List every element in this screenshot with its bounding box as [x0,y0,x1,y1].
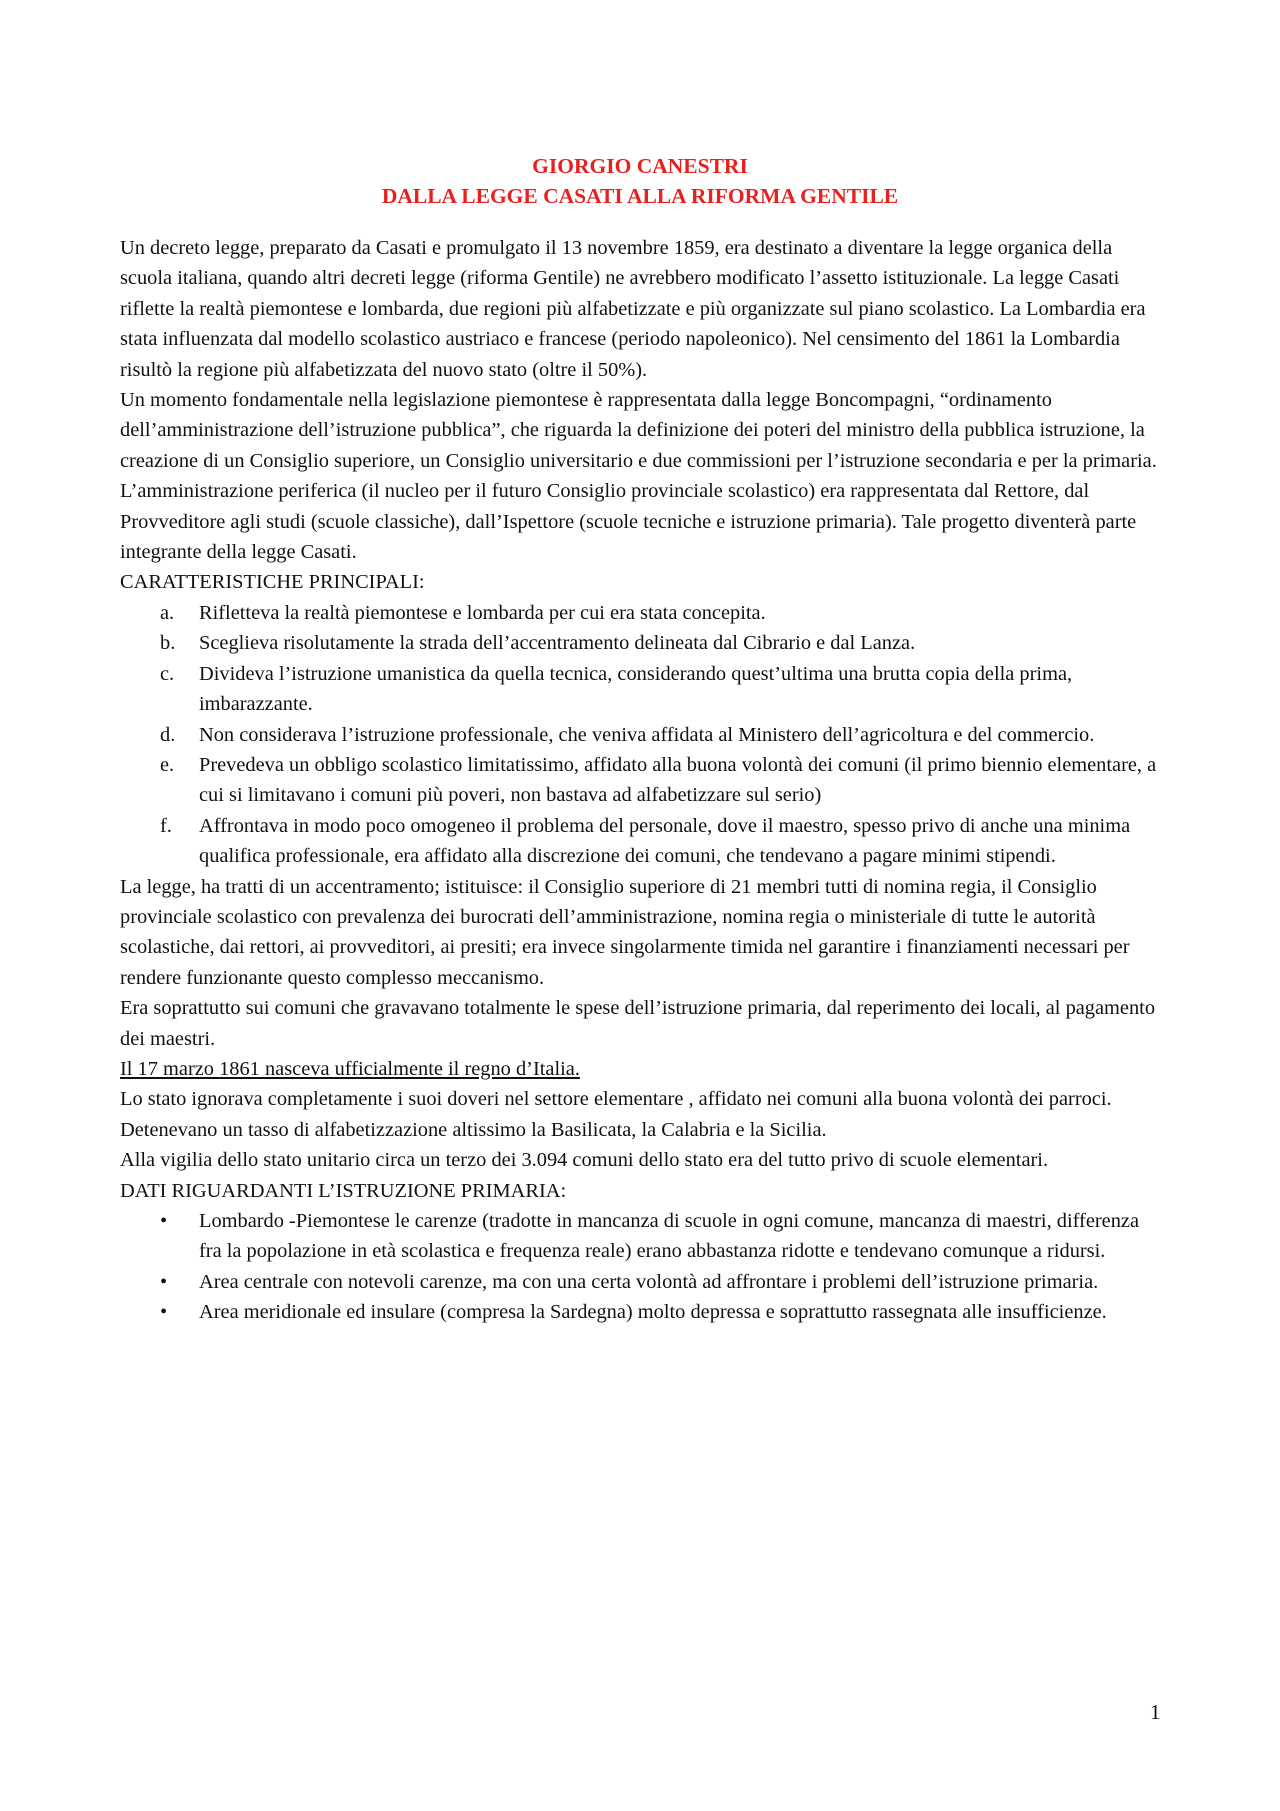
list-item-text: Prevedeva un obbligo scolastico limitatissimo, affidato alla buona volontà dei comuni (il primo biennio elementare, a cui si limitavano i comuni più poveri, non bastava ad alfabetizzare sul serio) [199,753,1157,807]
characteristics-heading: CARATTERISTICHE PRINCIPALI: [120,571,425,594]
document-title: DALLA LEGGE CASATI ALLA RIFORMA GENTILE [381,184,899,208]
list-item-text: Area centrale con notevoli carenze, ma con una certa volontà ad affrontare i problemi dell’istruzione primaria. [199,1270,1099,1293]
title-block [0,151,1280,211]
list-item-text: Non considerava l’istruzione professionale, che veniva affidata al Ministero dell’agricoltura e del commercio. [199,723,1095,746]
list-marker: a. [160,601,175,624]
list-marker: f. [160,814,172,837]
primary-heading: DATI RIGUARDANTI L’ISTRUZIONE PRIMARIA: [120,1179,567,1202]
list-item [120,750,1165,811]
paragraph-comuni: Era soprattutto sui comuni che gravavano totalmente le spese dell’istruzione primaria, dal reperimento dei locali, al pagamento dei maestri. [120,997,1156,1050]
characteristics-list [120,598,1165,872]
list-item [120,1267,1165,1297]
list-item-text: Divideva l’istruzione umanistica da quella tecnica, considerando quest’ultima una brutta copia della prima, imbarazzante. [199,662,1073,716]
paragraph-regno-italia: Il 17 marzo 1861 nasceva ufficialmente il regno d’Italia. [120,1057,580,1080]
list-item-text: Rifletteva la realtà piemontese e lombarda per cui era stata concepita. [199,601,766,624]
bullet-marker: • [160,1270,168,1293]
list-item-text: Sceglieva risolutamente la strada dell’accentramento delineata dal Cibrario e dal Lanza. [199,632,916,655]
author-name: GIORGIO CANESTRI [532,154,748,178]
list-item-text: Affrontava in modo poco omogeneo il problema del personale, dove il maestro, spesso privo di anche una minima qualifica professionale, era affidato alla discrezione dei comuni, che tendevano a pagare minimi stipendi. [199,814,1131,868]
bullet-marker: • [160,1210,168,1232]
page-number: 1 [1150,1700,1161,1724]
paragraph-intro: Un decreto legge, preparato da Casati e promulgato il 13 novembre 1859, era destinato a diventare la legge organica della scuola italiana, quando altri decreti legge (riforma Gentile) ne avrebbero modificato l’assetto istituzionale. La legge Casati riflette la realtà piemontese e lombarda, due regioni più alfabetizzate e più organizzate sul piano scolastico. La Lombardia era stata influenzata dal modello scolastico austriaco e francese (periodo napoleonico). Nel censimento del 1861 la Lombardia risultò la regione più alfabetizzata del nuovo stato (oltre il 50%). [120,237,1146,381]
list-item [120,1297,1165,1327]
list-marker: d. [160,723,176,746]
list-marker: e. [160,753,175,776]
list-item-text: Lombardo -Piemontese le carenze (tradotte in mancanza di scuole in ogni comune, mancanza di maestri, differenza fra la popolazione in età scolastica e frequenza reale) erano abbastanza ridotte e tendevano comunque a ridursi. [199,1210,1140,1263]
paragraph-alfabetizzazione: Detenevano un tasso di alfabetizzazione altissimo la Basilicata, la Calabria e la Sicilia. [120,1118,827,1141]
list-item-text: Area meridionale ed insulare (compresa la Sardegna) molto depressa e soprattutto rassegnata alle insufficienze. [199,1301,1107,1324]
list-item [120,598,1165,628]
list-item [120,720,1165,750]
paragraph-legge: La legge, ha tratti di un accentramento; istituisce: il Consiglio superiore di 21 membri tutti di nomina regia, il Consiglio provinciale scolastico con prevalenza dei burocrati dell’amministrazione, nomina regia o ministeriale di tutte le autorità scolastiche, dai rettori, ai provveditori, ai presiti; era invece singolarmente timida nel garantire i finanziamenti necessari per rendere funzionante questo complesso meccanismo. [120,875,1130,989]
bullet-marker: • [160,1301,168,1324]
paragraph-boncompagni: Un momento fondamentale nella legislazione piemontese è rappresentata dalla legge Boncompagni, “ordinamento dell’amministrazione dell’istruzione pubblica”, che riguarda la definizione dei poteri del ministro della pubblica istruzione, la creazione di un Consiglio superiore, un Consiglio universitario e due commissioni per l’istruzione secondaria e per la primaria. L’amministrazione periferica (il nucleo per il futuro Consiglio provinciale scolastico) era rappresentata dal Rettore, dal Provveditore agli studi (scuole classiche), dall’Ispettore (scuole tecniche e istruzione primaria). Tale progetto diventerà parte integrante della legge Casati. [120,389,1157,564]
list-marker: c. [160,662,175,685]
list-marker: b. [160,632,176,655]
paragraph-vigilia: Alla vigilia dello stato unitario circa un terzo dei 3.094 comuni dello stato era del tutto privo di scuole elementari. [120,1149,1049,1172]
list-item [120,659,1165,720]
list-item [120,811,1165,872]
paragraph-stato: Lo stato ignorava completamente i suoi doveri nel settore elementare , affidato nei comuni alla buona volontà dei parroci. [120,1088,1112,1111]
body-text [120,233,1165,1328]
primary-data-list [120,1206,1165,1328]
list-item [120,1206,1165,1267]
list-item [120,628,1165,658]
